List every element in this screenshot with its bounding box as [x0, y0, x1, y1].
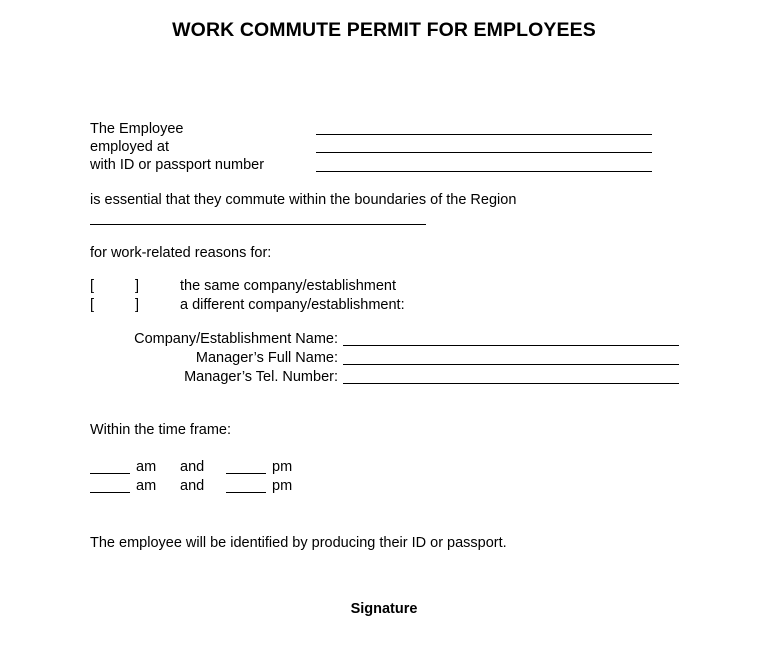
manager-name-blank-line[interactable] [343, 364, 679, 365]
manager-tel-label: Manager’s Tel. Number: [184, 369, 338, 385]
id-label: with ID or passport number [90, 157, 265, 173]
company-name-label: Company/Establishment Name: [134, 331, 338, 347]
time-row2-am: am [136, 478, 157, 494]
time-frame-label: Within the time frame: [90, 422, 232, 438]
page-title: WORK COMMUTE PERMIT FOR EMPLOYEES [172, 19, 596, 41]
time-row2-pm-blank[interactable] [226, 492, 266, 493]
time-row1-am: am [136, 459, 157, 475]
time-row2-and: and [180, 478, 205, 494]
manager-name-label: Manager’s Full Name: [195, 350, 338, 366]
employer-label: employed at [90, 139, 169, 155]
employer-blank-line[interactable] [316, 152, 652, 153]
region-blank-line[interactable] [90, 224, 426, 225]
reasons-intro: for work-related reasons for: [90, 245, 272, 261]
manager-tel-blank-line[interactable] [343, 383, 679, 384]
time-row2-am-blank[interactable] [90, 492, 130, 493]
time-row1-pm: pm [272, 459, 293, 475]
option-same-label: the same company/establishment [180, 278, 396, 294]
time-row1-pm-blank[interactable] [226, 473, 266, 474]
time-row1-am-blank[interactable] [90, 473, 130, 474]
employee-label: The Employee [90, 121, 184, 137]
time-row2-pm: pm [272, 478, 293, 494]
time-row1-and: and [180, 459, 205, 475]
option-different-bracket-open[interactable]: [ [90, 297, 95, 313]
signature-label: Signature [350, 601, 418, 617]
option-different-bracket-close[interactable]: ] [135, 297, 140, 313]
essential-text: is essential that they commute within the boundaries of the Region [90, 192, 517, 208]
company-name-blank-line[interactable] [343, 345, 679, 346]
identification-text: The employee will be identified by producing their ID or passport. [90, 535, 507, 551]
id-blank-line[interactable] [316, 171, 652, 172]
option-same-bracket-close[interactable]: ] [135, 278, 140, 294]
option-same-bracket-open[interactable]: [ [90, 278, 95, 294]
employee-blank-line[interactable] [316, 134, 652, 135]
option-different-label: a different company/establishment: [180, 297, 405, 313]
